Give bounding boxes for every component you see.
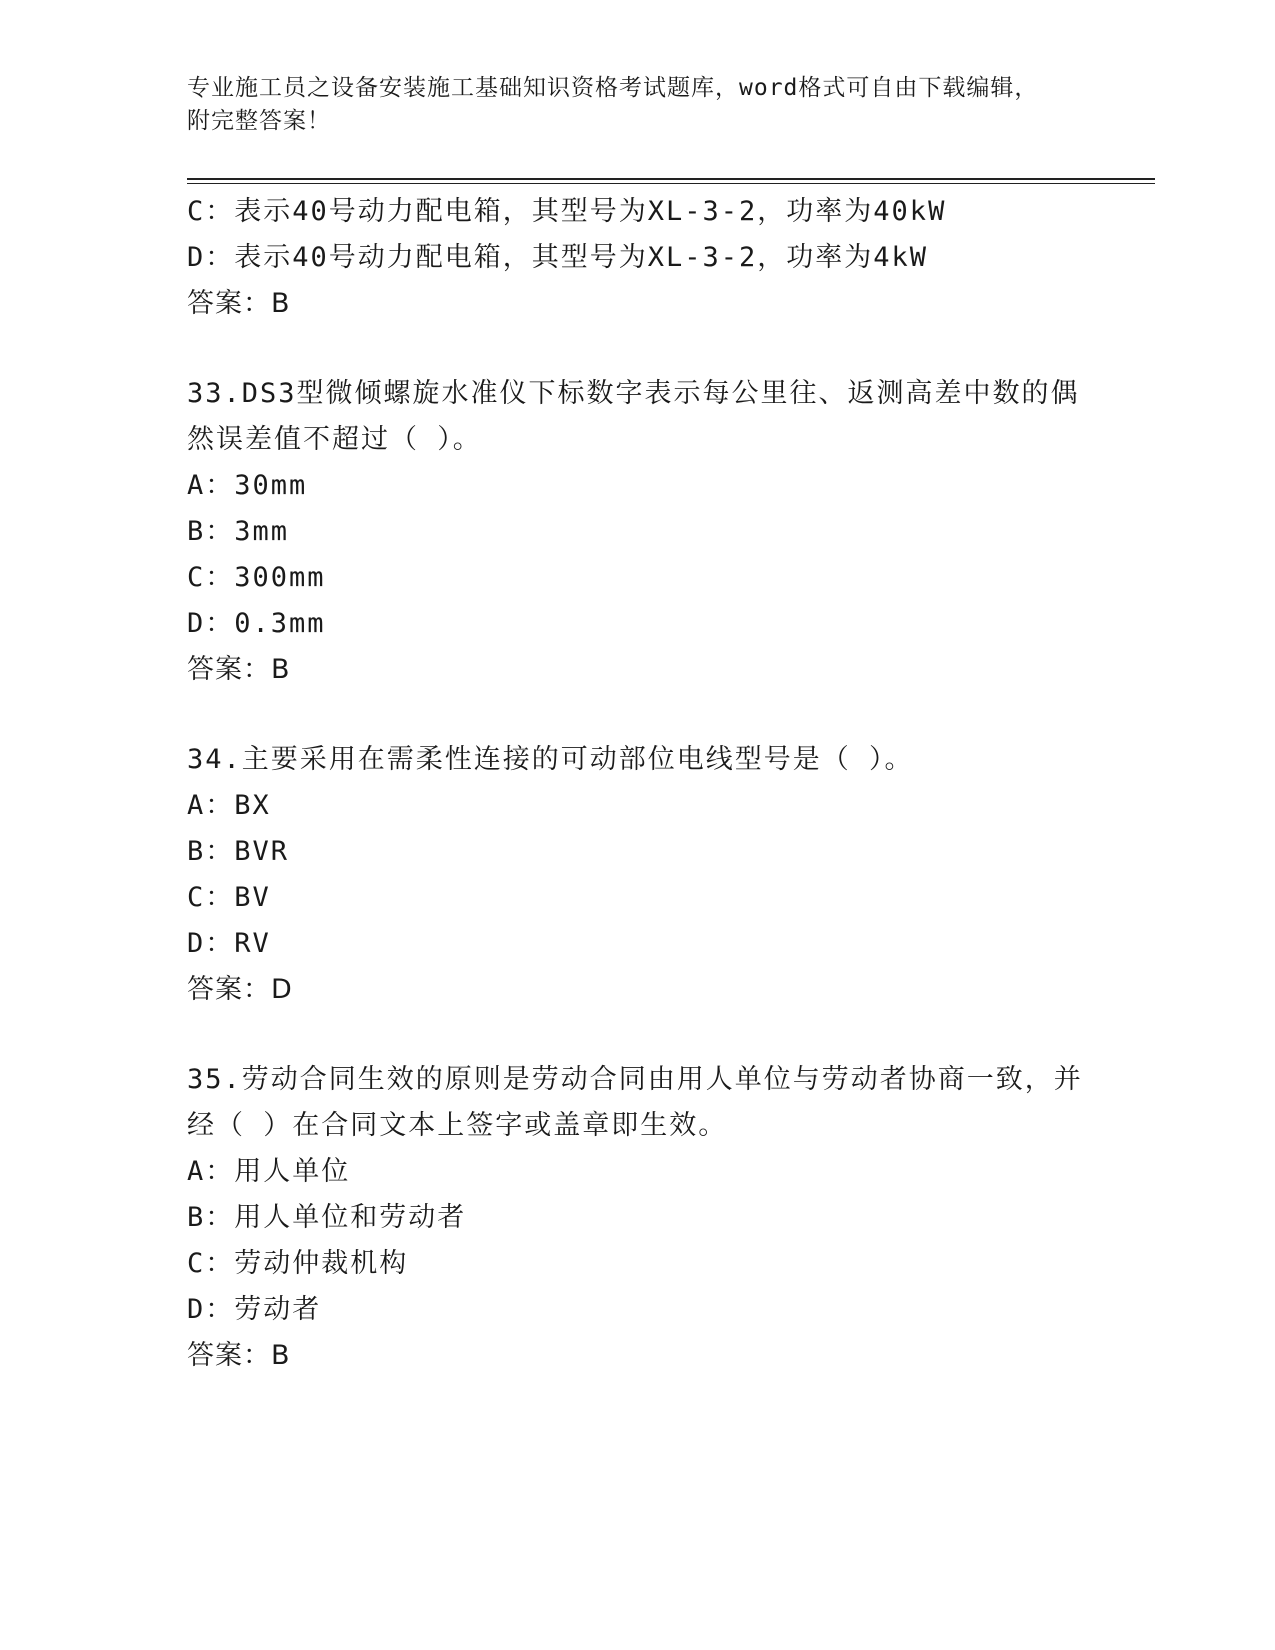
header-divider-thick <box>187 178 1155 180</box>
header-divider-thin <box>187 183 1155 184</box>
question-list <box>187 189 1087 1379</box>
option-b: B：BVR <box>187 836 290 867</box>
question-text-line-2: 然误差值不超过（ ）。 <box>187 424 482 455</box>
question-text-line-1: 34.主要采用在需柔性连接的可动部位电线型号是（ ）。 <box>187 744 914 775</box>
option-c: C：表示40号动力配电箱，其型号为XL-3-2，功率为40kW <box>187 196 947 227</box>
option-d: D：表示40号动力配电箱，其型号为XL-3-2，功率为4kW <box>187 242 929 273</box>
option-a: A：30mm <box>187 470 308 501</box>
option-b: B：3mm <box>187 516 290 547</box>
answer: 答案：B <box>187 1340 291 1371</box>
option-c: C：BV <box>187 882 271 913</box>
question-text-line-1: 35.劳动合同生效的原则是劳动合同由用人单位与劳动者协商一致，并 <box>187 1064 1083 1095</box>
question-32-tail <box>187 189 1087 327</box>
option-a: A：用人单位 <box>187 1156 351 1187</box>
option-b: B：用人单位和劳动者 <box>187 1202 467 1233</box>
option-d: D：0.3mm <box>187 608 326 639</box>
option-a: A：BX <box>187 790 271 821</box>
answer: 答案：B <box>187 288 291 319</box>
header-line-2: 附完整答案！ <box>187 108 331 134</box>
question-text-line-1: 33.DS3型微倾螺旋水准仪下标数字表示每公里往、返测高差中数的偶 <box>187 378 1080 409</box>
document-header <box>187 72 1067 138</box>
question-text-line-2: 经（ ）在合同文本上签字或盖章即生效。 <box>187 1110 728 1141</box>
question-33 <box>187 371 1087 693</box>
option-c: C：300mm <box>187 562 326 593</box>
option-c: C：劳动仲裁机构 <box>187 1248 409 1279</box>
question-34 <box>187 737 1087 1013</box>
header-line-1: 专业施工员之设备安装施工基础知识资格考试题库，word格式可自由下载编辑， <box>187 75 1039 101</box>
question-35 <box>187 1057 1087 1379</box>
option-d: D：RV <box>187 928 271 959</box>
option-d: D：劳动者 <box>187 1294 322 1325</box>
answer: 答案：B <box>187 654 291 685</box>
answer: 答案：D <box>187 974 293 1005</box>
